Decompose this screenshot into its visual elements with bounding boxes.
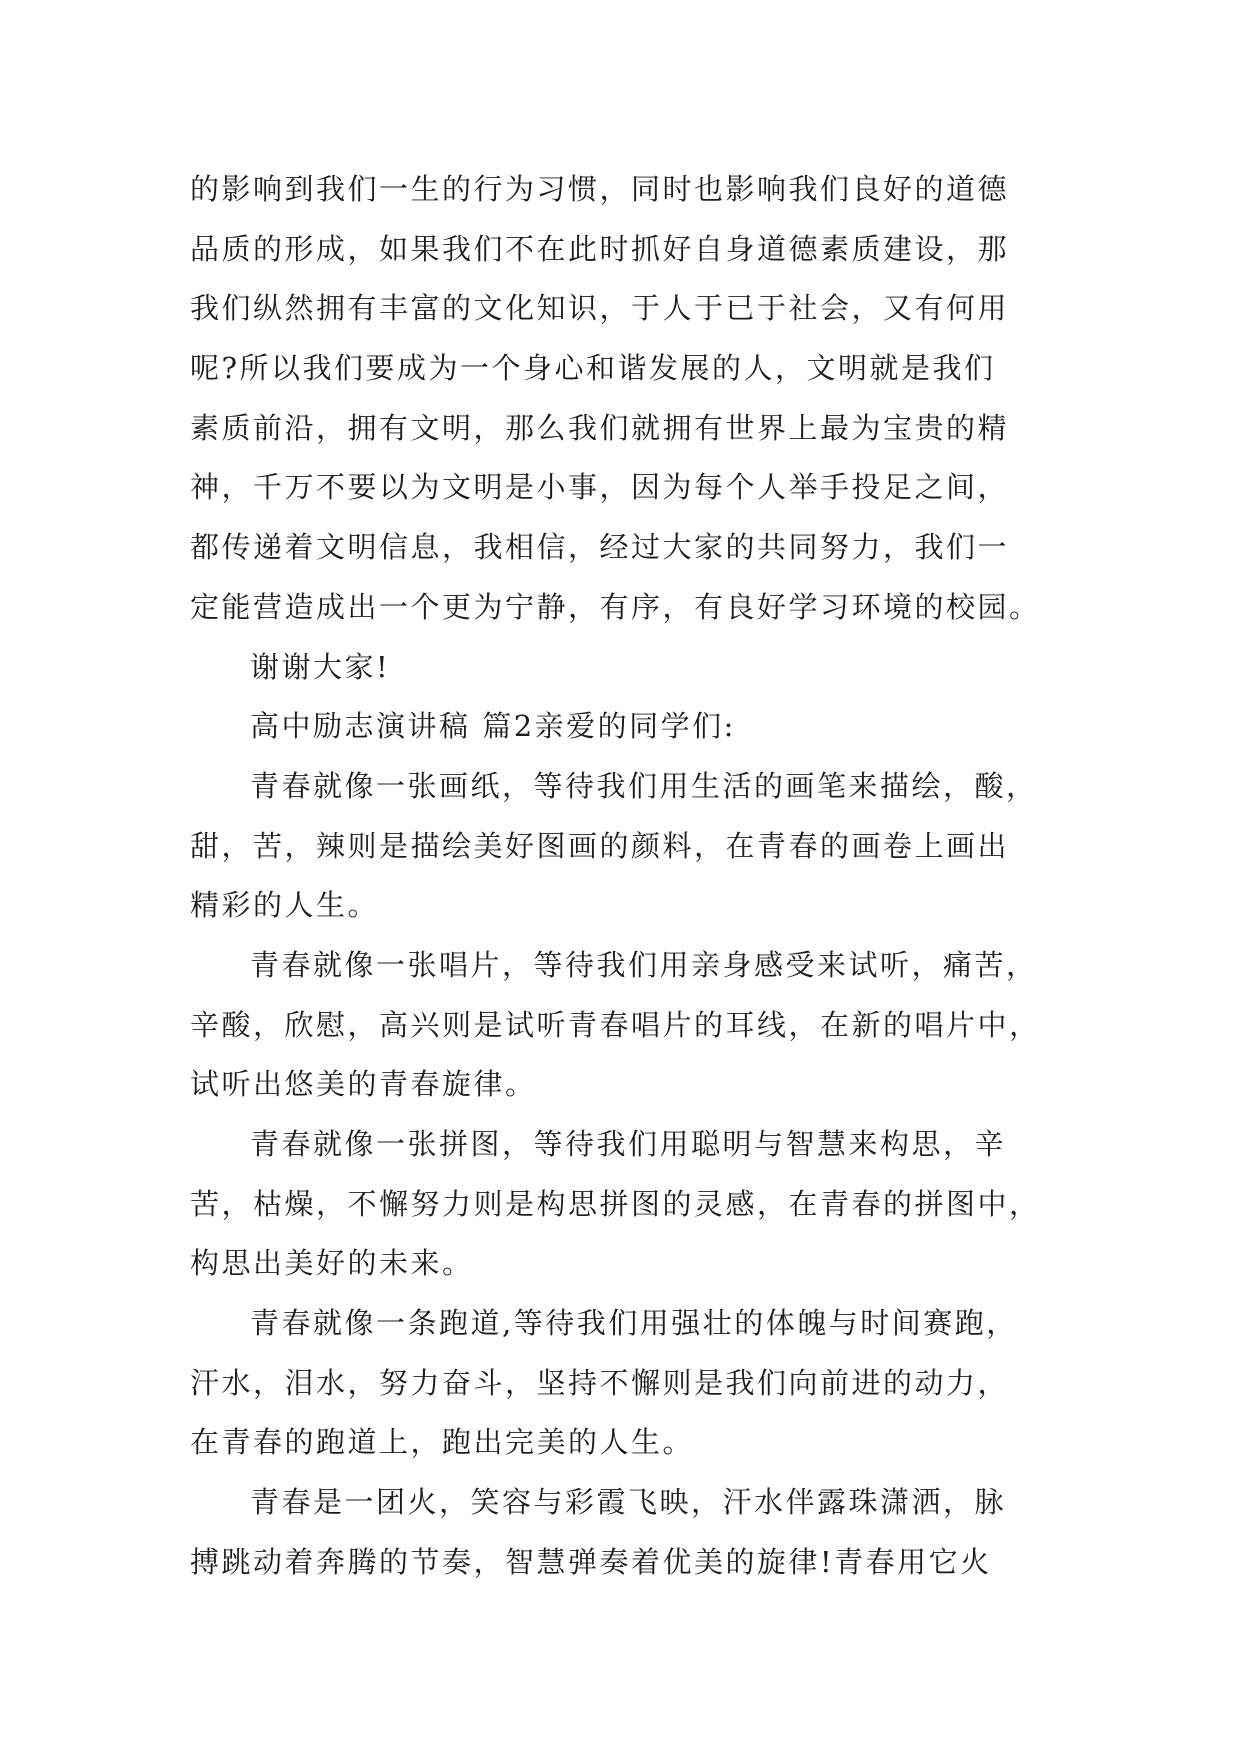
document-body <box>190 160 1070 1593</box>
text-line: 辛酸，欣慰，高兴则是试听青春唱片的耳线，在新的唱片中， <box>190 1007 1041 1042</box>
text-line: 试听出悠美的青春旋律。 <box>190 1067 537 1102</box>
text-line: 品质的形成，如果我们不在此时抓好自身道德素质建设，那 <box>190 231 1010 266</box>
paragraph-start: 青春就像一张唱片，等待我们用亲身感受来试听，痛苦， <box>250 947 1038 982</box>
section-heading: 高中励志演讲稿 篇2亲爱的同学们: <box>250 709 736 744</box>
text-line: 搏跳动着奔腾的节奏，智慧弹奏着优美的旋律!青春用它火 <box>190 1544 992 1579</box>
text-line: 精彩的人生。 <box>190 888 380 923</box>
text-line: 我们纵然拥有丰富的文化知识，于人于已于社会，又有何用 <box>190 291 1010 326</box>
paragraph-start: 青春就像一张拼图，等待我们用聪明与智慧来构思，辛 <box>250 1127 1007 1161</box>
paragraph-start: 青春是一团火，笑容与彩霞飞映，汗水伴露珠潇洒，脉 <box>250 1485 1007 1520</box>
text-line: 的影响到我们一生的行为习惯，同时也影响我们良好的道德 <box>190 172 1010 206</box>
text-line: 在青春的跑道上，跑出完美的人生。 <box>190 1425 695 1460</box>
text-line: 呢?所以我们要成为一个身心和谐发展的人，文明就是我们 <box>190 351 996 386</box>
text-line: 构思出美好的未来。 <box>190 1246 474 1281</box>
text-line: 甜，苦，辣则是描绘美好图画的颜料，在青春的画卷上画出 <box>190 828 1010 863</box>
text-line: 汗水，泪水，努力奋斗，坚持不懈则是我们向前进的动力， <box>190 1365 1010 1400</box>
text-line: 苦，枯燥，不懈努力则是构思拼图的灵感，在青春的拼图中， <box>190 1186 1041 1221</box>
text-line: 定能营造成出一个更为宁静，有序，有良好学习环境的校园。 <box>190 589 1041 624</box>
paragraph-start: 青春就像一条跑道,等待我们用强壮的体魄与时间赛跑， <box>250 1306 1018 1341</box>
text-line: 素质前沿，拥有文明，那么我们就拥有世界上最为宝贵的精 <box>190 410 1010 445</box>
closing-line: 谢谢大家! <box>250 649 391 684</box>
text-line: 都传递着文明信息，我相信，经过大家的共同努力，我们一 <box>190 530 1010 565</box>
text-line: 神，千万不要以为文明是小事，因为每个人举手投足之间， <box>190 470 1010 505</box>
paragraph-start: 青春就像一张画纸，等待我们用生活的画笔来描绘，酸， <box>250 768 1038 803</box>
